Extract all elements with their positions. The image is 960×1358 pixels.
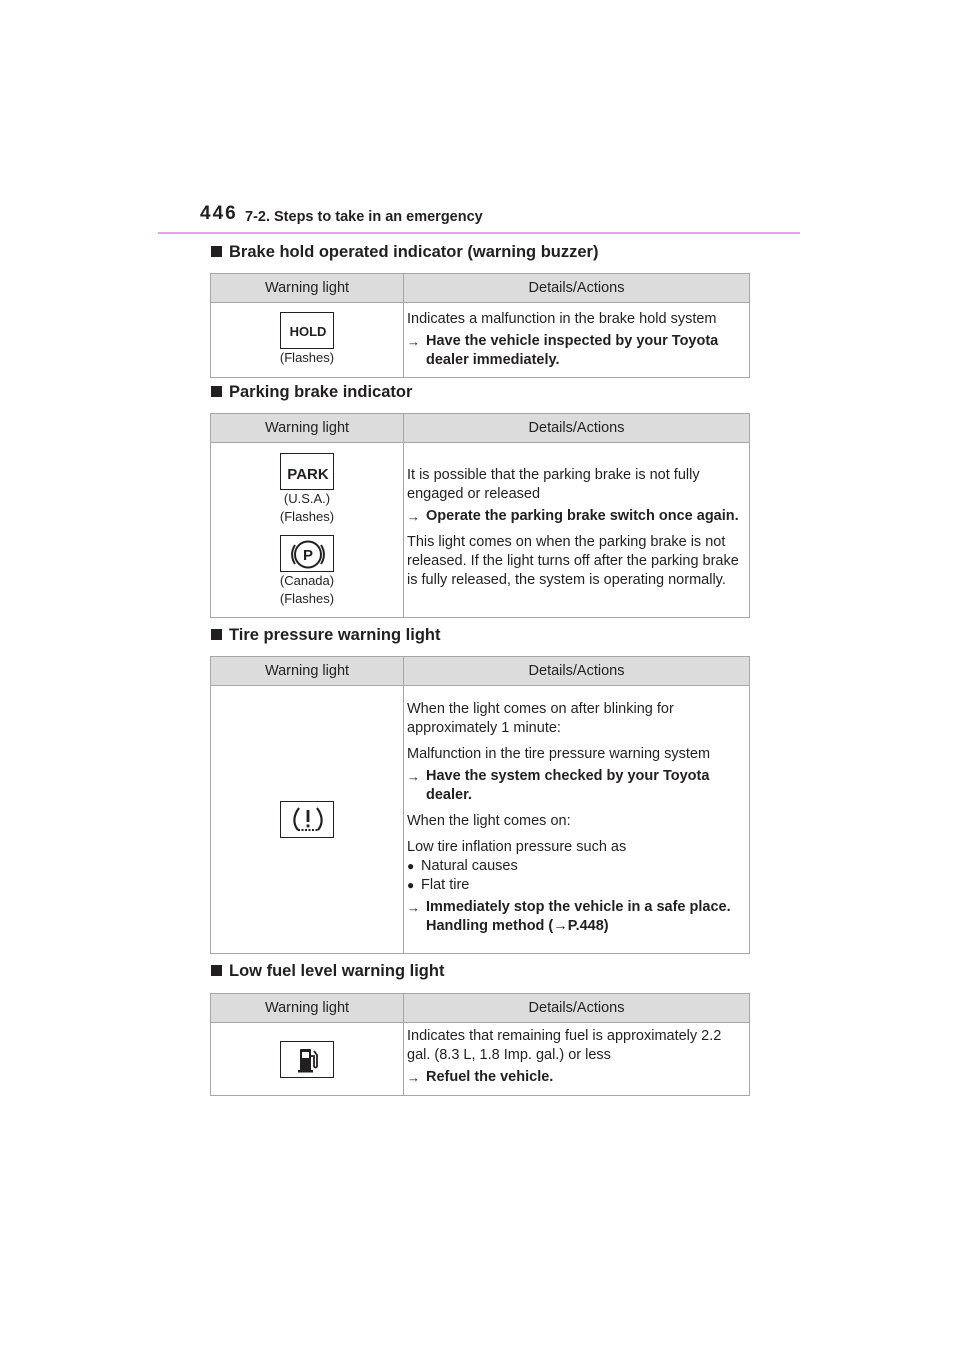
tire-pressure-table <box>210 656 750 954</box>
arrow-icon: → <box>407 509 420 524</box>
brake-hold-table <box>210 273 750 378</box>
list-item: ● Flat tire <box>407 876 470 893</box>
section-title-parking-brake: Parking brake indicator <box>211 383 412 402</box>
column-header-warning-light: Warning light <box>211 657 404 686</box>
action-text: → Immediately stop the vehicle in a safe place. Handling method (→P.448) <box>407 898 731 934</box>
column-header-details: Details/Actions <box>404 274 750 303</box>
detail-text: When the light comes on after blinking for approximately 1 minute: <box>407 700 674 736</box>
square-bullet-icon <box>211 965 222 976</box>
detail-text: When the light comes on: <box>407 812 571 829</box>
column-header-warning-light: Warning light <box>211 274 404 303</box>
list-item: ● Natural causes <box>407 857 518 874</box>
arrow-icon: → <box>553 917 568 934</box>
park-icon <box>280 453 334 490</box>
hold-caption: (Flashes) <box>279 349 335 365</box>
square-bullet-icon <box>211 246 222 257</box>
square-bullet-icon <box>211 386 222 397</box>
parking-p-icon <box>280 535 334 572</box>
detail-text: This light comes on when the parking brake is not released. If the light turns off after the parking brake is fully released, the system is operating normally. <box>407 534 739 588</box>
detail-text: It is possible that the parking brake is not fully engaged or released <box>407 467 700 502</box>
page-reference-link[interactable]: P.448) <box>567 917 609 934</box>
hold-icon <box>280 312 334 349</box>
action-text: → Refuel the vehicle. <box>407 1069 554 1085</box>
svg-text:P: P <box>302 546 314 564</box>
arrow-icon: → <box>407 1070 420 1085</box>
details-cell <box>404 303 750 378</box>
parking-brake-table <box>210 413 750 618</box>
low-fuel-table <box>210 993 750 1096</box>
details-cell <box>404 443 750 618</box>
column-header-warning-light: Warning light <box>211 414 404 443</box>
square-bullet-icon <box>211 629 222 640</box>
arrow-icon: → <box>407 768 420 784</box>
section-title-low-fuel: Low fuel level warning light <box>211 962 444 981</box>
detail-text: Indicates that remaining fuel is approximately 2.2 gal. (8.3 L, 1.8 Imp. gal.) or less <box>407 1028 722 1063</box>
column-header-details: Details/Actions <box>404 994 750 1023</box>
arrow-icon: → <box>407 899 420 915</box>
detail-text: Indicates a malfunction in the brake hold system <box>407 311 717 327</box>
warning-light-cell <box>211 443 404 618</box>
park-caption-region: (U.S.A.) <box>283 490 331 506</box>
park-caption-state: (Flashes) <box>279 508 335 524</box>
canada-caption-state: (Flashes) <box>279 590 335 606</box>
warning-light-cell <box>211 686 404 954</box>
arrow-icon: → <box>407 334 420 349</box>
bullet-dot-icon: ● <box>407 877 415 892</box>
action-text: → Have the system checked by your Toyota dealer. <box>407 767 710 803</box>
column-header-details: Details/Actions <box>404 657 750 686</box>
bullet-dot-icon: ● <box>407 858 415 873</box>
svg-text:PARK: PARK <box>287 465 329 483</box>
header-divider <box>158 232 800 234</box>
page-number: 446 <box>200 203 238 224</box>
fuel-pump-icon <box>280 1041 334 1078</box>
warning-light-cell <box>211 1023 404 1096</box>
warning-light-cell <box>211 303 404 378</box>
section-title-tire-pressure: Tire pressure warning light <box>211 626 441 645</box>
detail-text: Malfunction in the tire pressure warning system <box>407 745 711 762</box>
details-cell <box>404 1023 750 1096</box>
section-title-brake-hold: Brake hold operated indicator (warning buzzer) <box>211 243 598 262</box>
detail-text: Low tire inflation pressure such as <box>407 838 627 855</box>
action-text: → Operate the parking brake switch once again. <box>407 508 739 524</box>
action-text: → Have the vehicle inspected by your Toyota dealer immediately. <box>407 333 719 368</box>
column-header-warning-light: Warning light <box>211 994 404 1023</box>
details-cell <box>404 686 750 954</box>
canada-caption-region: (Canada) <box>279 572 335 588</box>
column-header-details: Details/Actions <box>404 414 750 443</box>
tire-pressure-icon <box>280 801 334 838</box>
svg-text:HOLD: HOLD <box>289 323 327 339</box>
chapter-title: 7-2. Steps to take in an emergency <box>245 209 483 225</box>
